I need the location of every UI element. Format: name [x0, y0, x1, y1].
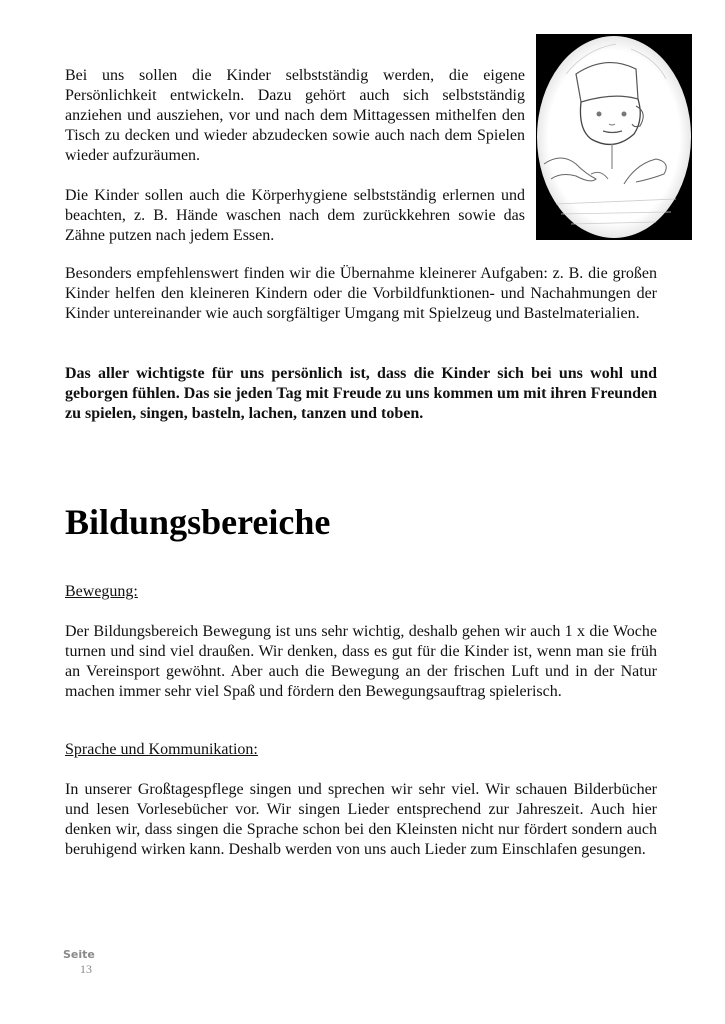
- baby-portrait-icon: [536, 34, 692, 240]
- subheading-sprache-kommunikation: Sprache und Kommunikation:: [65, 741, 258, 758]
- page-number: 13: [80, 962, 92, 976]
- paragraph-sprache-kommunikation: In unserer Großtagespflege singen und sprechen wir sehr viel. Wir schauen Bilderbücher und lesen Vorlesebücher vor. Wir singen Lieder entsprechend zur Jahreszeit. Auch hier denken wir, dass singen die Sprache schon bei den Kleinsten nicht nur fördert sondern auch beruhigend wirken kann. Deshalb werden von uns auch Lieder zum Einschlafen gesungen.: [65, 781, 657, 858]
- baby-sketch-image: [536, 34, 692, 240]
- intro-paragraph-independence: Bei uns sollen die Kinder selbstständig werden, die eigene Persönlichkeit entwickeln. Dazu gehört auch sich selbstständig anziehen und ausziehen, vor und nach dem Mittagessen mithelfen den Tisch zu decken und wieder abzudecken sowie auch nach dem Spielen wieder aufzuräumen.: [65, 67, 525, 164]
- intro-paragraph-hygiene: Die Kinder sollen auch die Körperhygiene selbstständig erlernen und beachten, z. B. Hände waschen nach dem zurückkehren sowie das Zähne putzen nach jedem Essen.: [65, 187, 525, 244]
- section-heading-bildungsbereiche: Bildungsbereiche: [65, 502, 331, 542]
- emphasis-paragraph: Das aller wichtigste für uns persönlich ist, dass die Kinder sich bei uns wohl und geborgen fühlen. Das sie jeden Tag mit Freude zu uns kommen um mit ihren Freunden zu spielen, singen, basteln, lachen, tanzen und toben.: [65, 365, 657, 422]
- page-footer: [63, 948, 95, 976]
- intro-paragraph-tasks: Besonders empfehlenswert finden wir die Übernahme kleinerer Aufgaben: z. B. die großen Kinder helfen den kleineren Kindern oder die Vorbildfunktionen- und Nachahmungen der Kinder untereinander wie auch sorgfältiger Umgang mit Spielzeug und Bastelmaterialien.: [65, 265, 657, 322]
- subheading-bewegung: Bewegung:: [65, 583, 138, 600]
- page-label: Seite: [63, 948, 95, 961]
- paragraph-bewegung: Der Bildungsbereich Bewegung ist uns sehr wichtig, deshalb gehen wir auch 1 x die Woche turnen und sind viel draußen. Wir denken, dass es gut für die Kinder ist, wenn man sie früh an Vereinsport gewöhnt. Aber auch die Bewegung an der frischen Luft und in der Natur machen immer sehr viel Spaß und fördern den Bewegungsauftrag spielerisch.: [65, 623, 657, 700]
